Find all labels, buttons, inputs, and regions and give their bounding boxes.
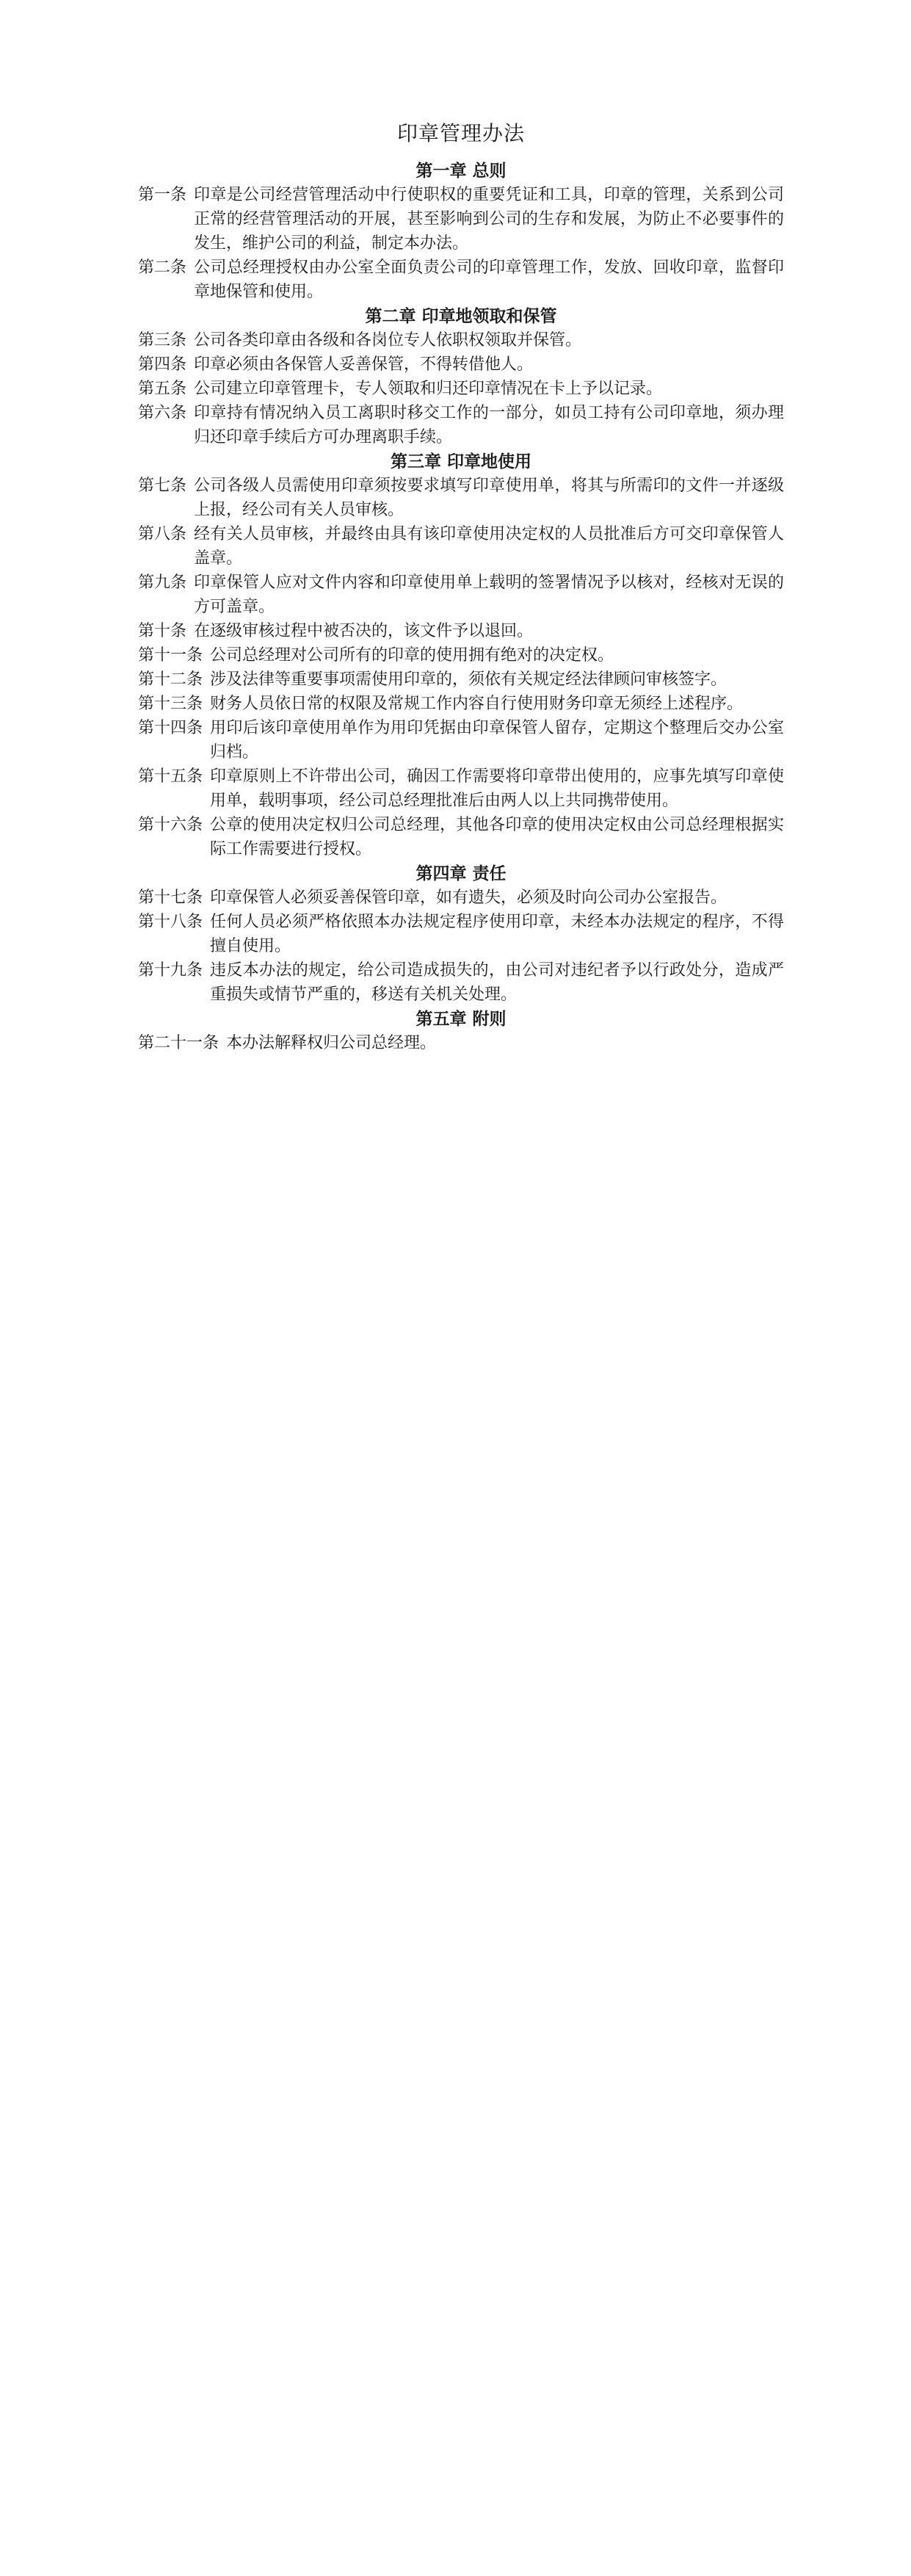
article [138,764,784,813]
article [138,667,784,692]
chapter-heading: 第五章 附则 [415,1009,507,1029]
article-number: 第一条 [138,186,187,204]
article-text: 公司各类印章由各级和各岗位专人依职权领取并保管。 [194,331,582,350]
article-number: 第四条 [138,355,187,374]
article-number: 第十八条 [138,913,203,931]
article [138,352,784,377]
article-text: 公司建立印章管理卡，专人领取和归还印章情况在卡上予以记录。 [194,380,663,398]
article-number: 第二十一条 [138,1034,219,1052]
article-number: 第五条 [138,380,187,398]
article-number: 第十一条 [138,646,203,665]
article [138,571,784,619]
article [138,522,784,571]
article-text: 本办法解释权归公司总经理。 [226,1034,437,1052]
article-text: 印章是公司经营管理活动中行使职权的重要凭证和工具，印章的管理，关系到公司正常的经营管理活动的开展，甚至影响到公司的生存和发展，为防止不必要事件的发生，维护公司的利益，制定本办法。 [194,186,784,253]
article [138,958,784,1007]
article [138,1031,784,1055]
article-text: 印章原则上不许带出公司，确因工作需要将印章带出使用的，应事先填写印章使用单，载明事项，经公司总经理批准后由两人以上共同携带使用。 [210,767,784,810]
article [138,910,784,958]
article [138,619,784,643]
article [138,886,784,910]
article-number: 第三条 [138,331,187,350]
chapter-heading: 第三章 印章地使用 [390,452,531,471]
article-number: 第十三条 [138,695,203,713]
chapter-heading: 第一章 总则 [415,161,507,181]
article-number: 第十五条 [138,767,203,786]
article-text: 涉及法律等重要事项需使用印章的，须依有关规定经法律顾问审核签字。 [210,670,727,689]
article-text: 公章的使用决定权归公司总经理，其他各印章的使用决定权由公司总经理根据实际工作需要进行授权。 [210,816,784,858]
article [138,377,784,401]
article-number: 第十二条 [138,670,203,689]
article-text: 印章必须由各保管人妥善保管，不得转借他人。 [194,355,534,374]
article-text: 财务人员依日常的权限及常规工作内容自行使用财务印章无须经上述程序。 [210,695,744,713]
article-number: 第十七条 [138,889,203,907]
article-text: 在逐级审核过程中被否决的，该文件予以退回。 [194,622,534,640]
article-number: 第八条 [138,525,187,543]
article [138,256,784,304]
article-text: 公司总经理授权由办公室全面负责公司的印章管理工作，发放、回收印章，监督印章地保管和使用。 [194,258,784,301]
chapter-heading: 第四章 责任 [415,864,507,883]
article-text: 任何人员必须严格依照本办法规定程序使用印章，未经本办法规定的程序，不得擅自使用。 [210,913,784,955]
article [138,716,784,764]
document-body [138,117,784,1055]
article-number: 第七条 [138,477,187,495]
article [138,474,784,522]
article-number: 第十四条 [138,719,203,737]
article [138,643,784,667]
article-number: 第六条 [138,404,187,422]
article-number: 第九条 [138,574,187,592]
article [138,183,784,256]
article-text: 违反本办法的规定，给公司造成损失的，由公司对违纪者予以行政处分，造成严重损失或情节严重的，移送有关机关处理。 [210,961,784,1004]
article-text: 印章保管人应对文件内容和印章使用单上载明的签署情况予以核对，经核对无误的方可盖章。 [194,574,784,616]
article-number: 第十九条 [138,961,203,980]
article-number: 第十六条 [138,816,203,834]
article [138,813,784,861]
article-text: 公司总经理对公司所有的印章的使用拥有绝对的决定权。 [210,646,614,665]
article-number: 第二条 [138,258,187,277]
article-text: 用印后该印章使用单作为用印凭据由印章保管人留存，定期这个整理后交办公室归档。 [210,719,784,761]
chapter-heading: 第二章 印章地领取和保管 [365,306,557,326]
article-number: 第十条 [138,622,187,640]
article-text: 印章持有情况纳入员工离职时移交工作的一部分，如员工持有公司印章地，须办理归还印章手续后方可办理离职手续。 [194,404,784,446]
document-sections [138,159,784,1055]
article [138,692,784,716]
article [138,328,784,352]
article [138,401,784,449]
article-text: 印章保管人必须妥善保管印章，如有遗失，必须及时向公司办公室报告。 [210,889,727,907]
article-text: 公司各级人员需使用印章须按要求填写印章使用单，将其与所需印的文件一并逐级上报，经公司有关人员审核。 [194,477,784,519]
article-text: 经有关人员审核，并最终由具有该印章使用决定权的人员批准后方可交印章保管人盖章。 [194,525,784,568]
document-title: 印章管理办法 [396,121,525,145]
